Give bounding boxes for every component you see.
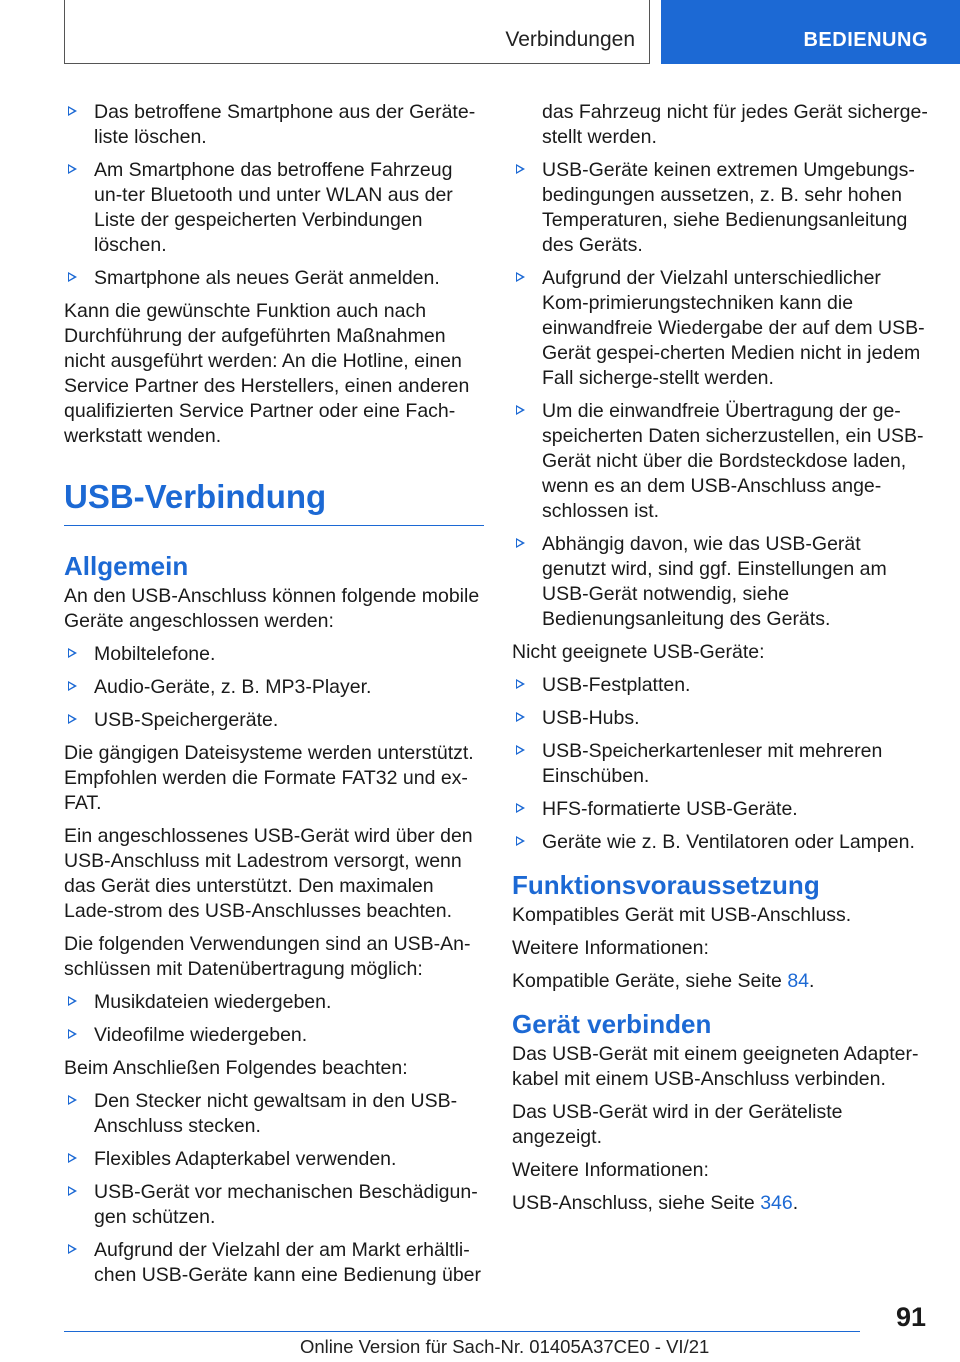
list-item: USB-Hubs. [512,706,928,731]
triangle-bullet-icon [516,803,525,813]
device-list-paragraph: Das USB-Gerät wird in der Geräteliste angezeigt. [512,1101,843,1148]
chapter-heading: USB-Verbindung [64,477,484,526]
compat-reference: Kompatible Geräte, siehe Seite 84. [512,970,815,992]
list-item: USB-Festplatten. [512,673,928,698]
triangle-bullet-icon [516,272,525,282]
hotline-paragraph: Kann die gewünschte Funktion auch nach Durchführung der aufgeführten Maßnahmen nicht ausgeführt werden: An die Hotline, einen Service Partner des Herstellers, einen anderen qualifizierten Service Partner oder eine Fach-werkstatt wenden. [64,300,470,447]
connect-paragraph: Das USB-Gerät mit einem geeigneten Adapter-kabel mit einem USB-Anschluss verbinden. [512,1043,919,1090]
triangle-bullet-icon [68,996,77,1006]
triangle-bullet-icon [68,1153,77,1163]
list-item: USB-Geräte keinen extremen Umgebungs-bedingungen aussetzen, z. B. sehr hohen Temperaturen, siehe Bedienungsanleitung des Geräts. [512,158,928,258]
list-item: Um die einwandfreie Übertragung der ge-speicherten Daten sicherzustellen, ein USB-Gerät nicht über die Bordsteckdose laden, wenn es an dem USB-Anschluss ange-schlossen ist. [512,399,928,524]
header-chapter-tab [661,0,960,64]
list-item: HFS-formatierte USB-Geräte. [512,797,928,822]
page-link-84[interactable]: 84 [787,970,810,992]
list-item: USB-Gerät vor mechanischen Beschädigun-gen schützen. [64,1180,484,1230]
more-info-label: Weitere Informationen: [512,1159,709,1181]
left-column [64,100,484,1296]
usage-intro-paragraph: Die folgenden Verwendungen sind an USB-An-schlüssen mit Datenübertragung möglich: [64,933,471,980]
triangle-bullet-icon [516,679,525,689]
footer-online-version: Online Version für Sach-Nr. 01405A37CE0 - VI/21 [300,1336,710,1357]
page-link-346[interactable]: 346 [760,1192,793,1214]
section-heading-requirement: Funktionsvoraussetzung [512,870,820,900]
triangle-bullet-icon [516,538,525,548]
triangle-bullet-icon [68,272,77,282]
list-item: Das betroffene Smartphone aus der Geräte-liste löschen. [64,100,484,150]
triangle-bullet-icon [68,648,77,658]
header-section-title: Verbindungen [505,28,635,51]
requirement-paragraph: Kompatibles Gerät mit USB-Anschluss. [512,904,852,926]
list-item: Videofilme wiedergeben. [64,1023,484,1048]
triangle-bullet-icon [516,745,525,755]
triangle-bullet-icon [68,1186,77,1196]
section-heading-connect: Gerät verbinden [512,1009,712,1039]
general-intro-paragraph: An den USB-Anschluss können folgende mobile Geräte angeschlossen werden: [64,585,480,632]
more-info-label: Weitere Informationen: [512,937,709,959]
triangle-bullet-icon [68,106,77,116]
list-item: Aufgrund der Vielzahl der am Markt erhältli-chen USB-Geräte kann eine Bedienung über [64,1238,484,1288]
list-item: USB-Speicherkartenleser mit mehreren Einschüben. [512,739,928,789]
notes-intro-paragraph: Beim Anschließen Folgendes beachten: [64,1057,408,1079]
list-item: USB-Speichergeräte. [64,708,484,733]
list-item: Am Smartphone das betroffene Fahrzeug un-ter Bluetooth und unter WLAN aus der Liste der gespeicherten Verbindungen löschen. [64,158,484,258]
right-column [512,100,928,1224]
list-item: Smartphone als neues Gerät anmelden. [64,266,484,291]
triangle-bullet-icon [516,164,525,174]
triangle-bullet-icon [68,1095,77,1105]
list-item: Flexibles Adapterkabel verwenden. [64,1147,484,1172]
header-chapter-title: BEDIENUNG [803,29,928,51]
unsuitable-intro-paragraph: Nicht geeignete USB-Geräte: [512,641,765,663]
triangle-bullet-icon [68,681,77,691]
section-heading-general: Allgemein [64,551,189,581]
list-item: Aufgrund der Vielzahl unterschiedlicher Kom-primierungstechniken kann die einwandfreie Wiedergabe der auf dem USB-Gerät gespei-cherten Medien nicht in jedem Fall sicherge-stellt werden. [512,266,928,391]
list-item: Abhängig davon, wie das USB-Gerät genutzt wird, sind ggf. Einstellungen am USB-Gerät notwendig, siehe Bedienungsanleitung des Geräts. [512,532,928,632]
triangle-bullet-icon [68,714,77,724]
charge-paragraph: Ein angeschlossenes USB-Gerät wird über den USB-Anschluss mit Ladestrom versorgt, wenn das Gerät dies unterstützt. Den maximalen Lade-strom des USB-Anschlusses beachten. [64,825,473,922]
header-section-box [64,0,650,64]
triangle-bullet-icon [68,1244,77,1254]
usb-reference: USB-Anschluss, siehe Seite 346. [512,1192,799,1214]
list-item: Mobiltelefone. [64,642,484,667]
triangle-bullet-icon [516,405,525,415]
list-item: Geräte wie z. B. Ventilatoren oder Lampen. [512,830,928,855]
triangle-bullet-icon [516,712,525,722]
triangle-bullet-icon [68,164,77,174]
triangle-bullet-icon [68,1029,77,1039]
page-number: 91 [895,1302,926,1332]
footer-divider [64,1331,860,1332]
list-item: Den Stecker nicht gewaltsam in den USB-Anschluss stecken. [64,1089,484,1139]
filesystem-paragraph: Die gängigen Dateisysteme werden unterstützt. Empfohlen werden die Formate FAT32 und ex-FAT. [64,742,474,814]
list-item: Musikdateien wiedergeben. [64,990,484,1015]
triangle-bullet-icon [516,836,525,846]
list-item-continuation: das Fahrzeug nicht für jedes Gerät sicherge-stellt werden. [542,101,928,148]
list-item: Audio-Geräte, z. B. MP3-Player. [64,675,484,700]
